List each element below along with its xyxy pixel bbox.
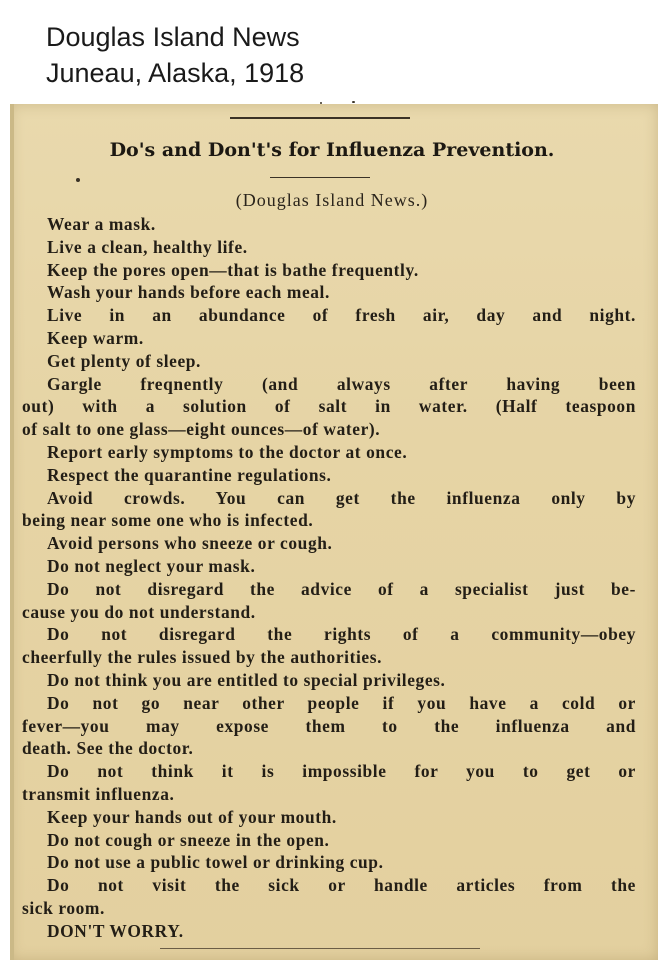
article-line: Do not visit the sick or handle articles from the [47, 875, 636, 896]
article-line: Avoid persons who sneeze or cough. [47, 533, 333, 554]
caption-title: Douglas Island News [46, 22, 300, 52]
article-line: transmit influenza. [22, 783, 175, 804]
article-line: Do not use a public towel or drinking cup. [47, 852, 384, 873]
article-line: Do not disregard the advice of a specialist just be- [47, 578, 636, 599]
article-line: DON'T WORRY. [47, 920, 184, 941]
article-line: Keep warm. [47, 327, 144, 348]
article-line: of salt to one glass—eight ounces—of water). [22, 419, 381, 440]
headline-rule [270, 177, 370, 178]
article-line: out) with a solution of salt in water. (Half teaspoon [22, 396, 636, 417]
article-line: death. See the doctor. [22, 738, 194, 759]
bottom-rule [160, 948, 480, 949]
article-body [22, 213, 636, 943]
article-line: Respect the quarantine regulations. [47, 464, 332, 485]
article-line: fever—you may expose them to the influenza and [22, 715, 636, 736]
article-line: Wear a mask. [47, 214, 156, 234]
article-line: Keep your hands out of your mouth. [47, 806, 337, 827]
article-line: Avoid crowds. You can get the influenza only by [47, 487, 636, 508]
post-caption [0, 0, 664, 104]
top-rule [230, 117, 410, 119]
article-line: Get plenty of sleep. [47, 350, 202, 371]
article-line: Do not neglect your mask. [47, 555, 256, 576]
article-line: being near some one who is infected. [22, 510, 314, 531]
article-line: sick room. [22, 897, 105, 918]
article-line: Do not disregard the rights of a community—obey [47, 624, 636, 645]
article-headline: Do's and Don't's for Influenza Prevention. [109, 139, 555, 161]
clipping-edge [10, 104, 14, 960]
article-line: cause you do not understand. [22, 601, 256, 622]
caption-location-date: Juneau, Alaska, 1918 [46, 58, 305, 88]
ink-speck [352, 101, 355, 103]
article-credit: (Douglas Island News.) [235, 190, 429, 210]
article-line: Do not go near other people if you have a cold or [47, 692, 636, 713]
article-line: cheerfully the rules issued by the authorities. [22, 647, 383, 668]
article-line: Do not think you are entitled to special privileges. [47, 669, 446, 690]
article-line: Live a clean, healthy life. [47, 236, 248, 257]
article-line: Do not cough or sneeze in the open. [47, 829, 330, 850]
article-line: Gargle freqnently (and always after having been [47, 373, 636, 394]
article-line: Do not think it is impossible for you to get or [47, 761, 636, 782]
ink-speck [76, 178, 80, 182]
article-line: Live in an abundance of fresh air, day and night. [47, 305, 636, 326]
article-line: Keep the pores open—that is bathe frequently. [47, 259, 419, 280]
article-line: Wash your hands before each meal. [47, 282, 330, 303]
ink-speck [320, 102, 322, 104]
article-line: Report early symptoms to the doctor at once. [47, 441, 408, 462]
